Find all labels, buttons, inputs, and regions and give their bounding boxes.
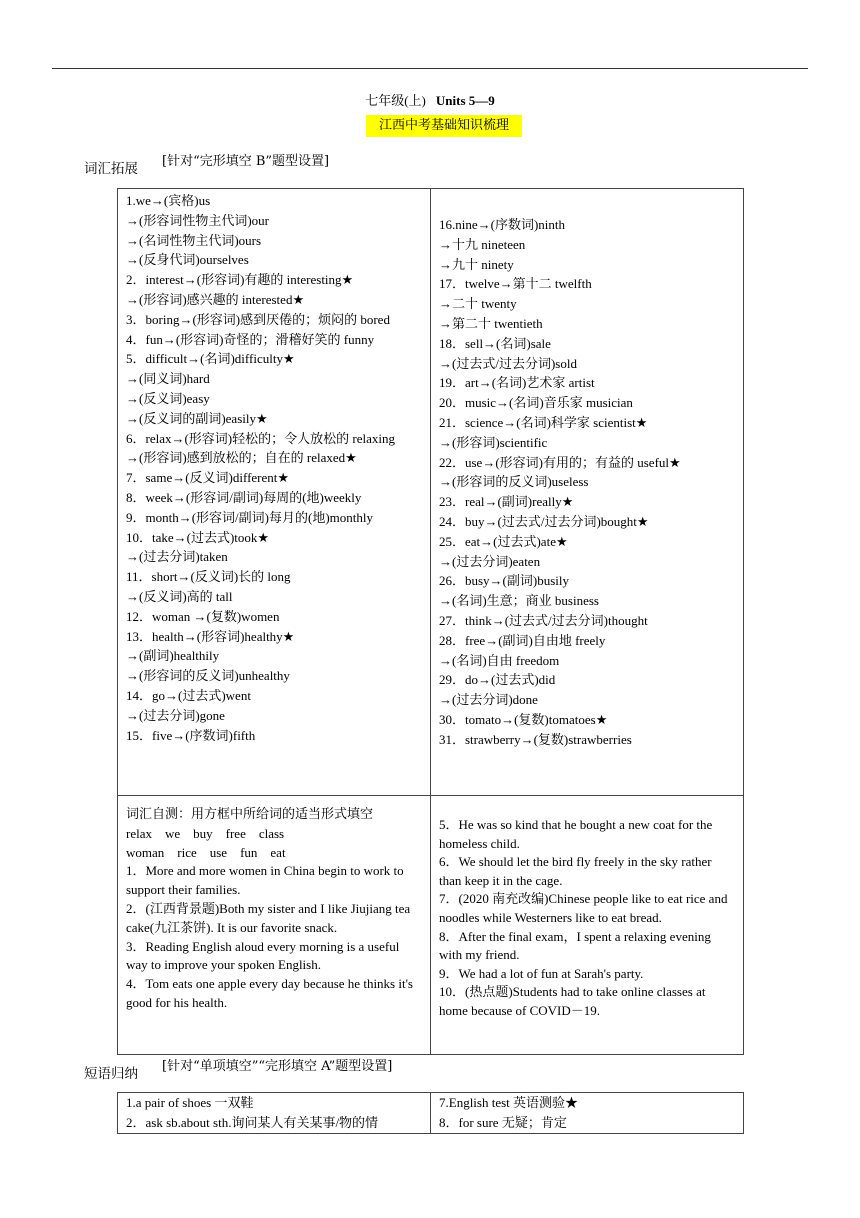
vocab-item: →(反义词)高的 tall	[126, 588, 233, 604]
vocab-item: 17．twelve→第十二 twelfth	[439, 276, 592, 292]
vocab-item: 22．use→(形容词)有用的；有益的 useful★	[439, 454, 681, 470]
vocab-item: 30．tomato→(复数)tomatoes★	[439, 711, 608, 727]
test-sentence: 2．(江西背景题)Both my sister and I like Jiujiang tea cake(九江茶饼). It is our favorite snack.	[126, 900, 411, 935]
vocab-item: →(形容词)scientific	[439, 434, 548, 450]
vocab-item: 5．difficult→(名词)difficulty★	[126, 351, 295, 367]
vocab-item: 16.nine→(序数词)ninth	[439, 217, 566, 232]
vocab-item: 20．music→(名词)音乐家 musician	[439, 395, 633, 411]
test-sentence: 6．We should let the bird fly freely in the sky rather than keep it in the cage.	[439, 854, 712, 888]
vocab-item: →(反身代词)ourselves	[126, 252, 249, 268]
vocab-item: 11．short→(反义词)长的 long	[126, 569, 291, 585]
vocab-item: →十九 nineteen	[439, 236, 526, 252]
self-test-left	[118, 796, 430, 1044]
test-sentence: 9．We had a lot of fun at Sarah's party.	[439, 965, 644, 981]
vocab-section-label: 词汇拓展	[84, 161, 138, 177]
vocab-item: →(过去分词)taken	[126, 549, 228, 565]
grade-label: 七年级(上)	[365, 93, 426, 108]
vocab-item: 6．relax→(形容词)轻松的；令人放松的 relaxing	[126, 430, 395, 446]
vocab-item: 27．think→(过去式/过去分词)thought	[439, 612, 648, 628]
vocab-item: 29．do→(过去式)did	[439, 672, 556, 688]
vocab-item: 23．real→(副词)really★	[439, 494, 574, 510]
vocab-section-note: [针对“完形填空 B”题型设置]	[162, 154, 330, 169]
units-label: Units 5—9	[435, 93, 495, 108]
vocab-item: 18．sell→(名词)sale	[439, 335, 551, 351]
phrase-item: 7.English test 英语测验★	[439, 1095, 579, 1110]
vocab-item: →(名词性物主代词)ours	[126, 232, 262, 248]
test-sentence: 7．(2020 南充改编)Chinese people like to eat rice and noodles while Westerners like to eat bread.	[439, 891, 728, 925]
vocab-item: 21．science→(名词)科学家 scientist★	[439, 414, 648, 430]
vocab-right-list	[431, 189, 743, 750]
vocab-item: →(同义词)hard	[126, 371, 210, 387]
vocab-right-cell	[431, 189, 744, 796]
phrase-section-note: [针对“单项填空”“完形填空 A”题型设置]	[162, 1059, 393, 1074]
self-test-right-list	[431, 796, 743, 1054]
phrase-item: 2．ask sb.about sth.询问某人有关某事/物的情	[126, 1115, 379, 1130]
test-sentence: 3．Reading English aloud every morning is a useful way to improve your spoken English.	[126, 938, 400, 973]
vocab-item: →九十 ninety	[439, 256, 514, 272]
vocab-item: 12．woman →(复数)women	[126, 608, 280, 624]
phrase-item: 8．for sure 无疑；肯定	[439, 1115, 567, 1130]
phrase-section-label: 短语归纳	[84, 1066, 138, 1082]
vocab-item: →(过去分词)gone	[126, 707, 225, 723]
self-test-heading: 词汇自测：用方框中所给词的适当形式填空	[126, 807, 374, 822]
vocab-item: 2．interest→(形容词)有趣的 interesting★	[126, 272, 354, 288]
vocab-item: 14．go→(过去式)went	[126, 687, 251, 703]
vocab-item: 19．art→(名词)艺术家 artist	[439, 375, 595, 391]
page-title	[0, 90, 860, 109]
vocab-item: →(过去分词)done	[439, 692, 538, 708]
vocab-item: 26．busy→(副词)busily	[439, 573, 570, 589]
vocab-item: 8．week→(形容词/副词)每周的(地)weekly	[126, 489, 362, 505]
header-rule	[52, 68, 808, 69]
vocab-item: →(名词)生意；商业 business	[439, 593, 599, 609]
vocab-item: →(过去式/过去分词)sold	[439, 355, 577, 371]
test-left-cell	[118, 796, 431, 1055]
test-sentence: 8．After the final exam，I spent a relaxing evening with my friend.	[439, 928, 711, 963]
phrase-item: 1.a pair of shoes 一双鞋	[126, 1095, 254, 1110]
self-test-left-list	[126, 862, 424, 1012]
vocab-item: 25．eat→(过去式)ate★	[439, 533, 568, 549]
vocab-item: 9．month→(形容词/副词)每月的(地)monthly	[126, 509, 373, 525]
vocab-item: 1.we→(宾格)us	[126, 193, 211, 208]
test-sentence: 1．More and more women in China begin to work to support their families.	[126, 863, 404, 898]
vocab-item: →(形容词的反义词)useless	[439, 474, 589, 490]
test-right-cell	[431, 796, 744, 1055]
banner-highlight: 江西中考基础知识梳理	[366, 115, 522, 137]
vocab-item: 28．free→(副词)自由地 freely	[439, 632, 606, 648]
vocab-item: 3．boring→(形容词)感到厌倦的；烦闷的 bored	[126, 311, 390, 327]
vocab-item: →二十 twenty	[439, 296, 517, 312]
vocab-item: →第二十 twentieth	[439, 315, 543, 331]
vocab-item: 15．five→(序数词)fifth	[126, 727, 256, 743]
vocab-item: →(反义词)easy	[126, 390, 210, 406]
word-box-row-2: woman rice use fun eat	[126, 844, 286, 860]
phrase-left-cell	[118, 1093, 431, 1134]
vocab-item: →(名词)自由 freedom	[439, 652, 560, 668]
vocab-item: →(过去分词)eaten	[439, 553, 541, 569]
vocab-item: →(形容词)感到放松的；自在的 relaxed★	[126, 450, 357, 466]
vocab-left-list	[118, 189, 430, 795]
word-box-row-1: relax we buy free class	[126, 825, 285, 841]
phrase-table	[117, 1092, 744, 1134]
vocab-item: 10．take→(过去式)took★	[126, 529, 270, 545]
test-sentence: 4．Tom eats one apple every day because he thinks it's good for his health.	[126, 976, 413, 1010]
vocab-item: →(副词)healthily	[126, 648, 220, 664]
test-sentence: 5．He was so kind that he bought a new coat for the homeless child.	[439, 817, 713, 851]
vocab-item: →(反义词的副词)easily★	[126, 410, 268, 426]
vocab-item: →(形容词性物主代词)our	[126, 212, 269, 228]
vocab-table	[117, 188, 744, 1055]
test-sentence: 10．(热点题)Students had to take online classes at home because of COVID－19.	[439, 984, 706, 1018]
vocab-item: 4．fun→(形容词)奇怪的；滑稽好笑的 funny	[126, 331, 375, 347]
phrase-right-cell	[431, 1093, 744, 1134]
vocab-item: 13．health→(形容词)healthy★	[126, 628, 295, 644]
vocab-item: →(形容词的反义词)unhealthy	[126, 668, 290, 684]
vocab-item: 31．strawberry→(复数)strawberries	[439, 731, 632, 747]
vocab-item: 24．buy→(过去式/过去分词)bought★	[439, 513, 649, 529]
vocab-item: 7．same→(反义词)different★	[126, 470, 290, 486]
vocab-item: →(形容词)感兴趣的 interested★	[126, 291, 305, 307]
vocab-left-cell	[118, 189, 431, 796]
